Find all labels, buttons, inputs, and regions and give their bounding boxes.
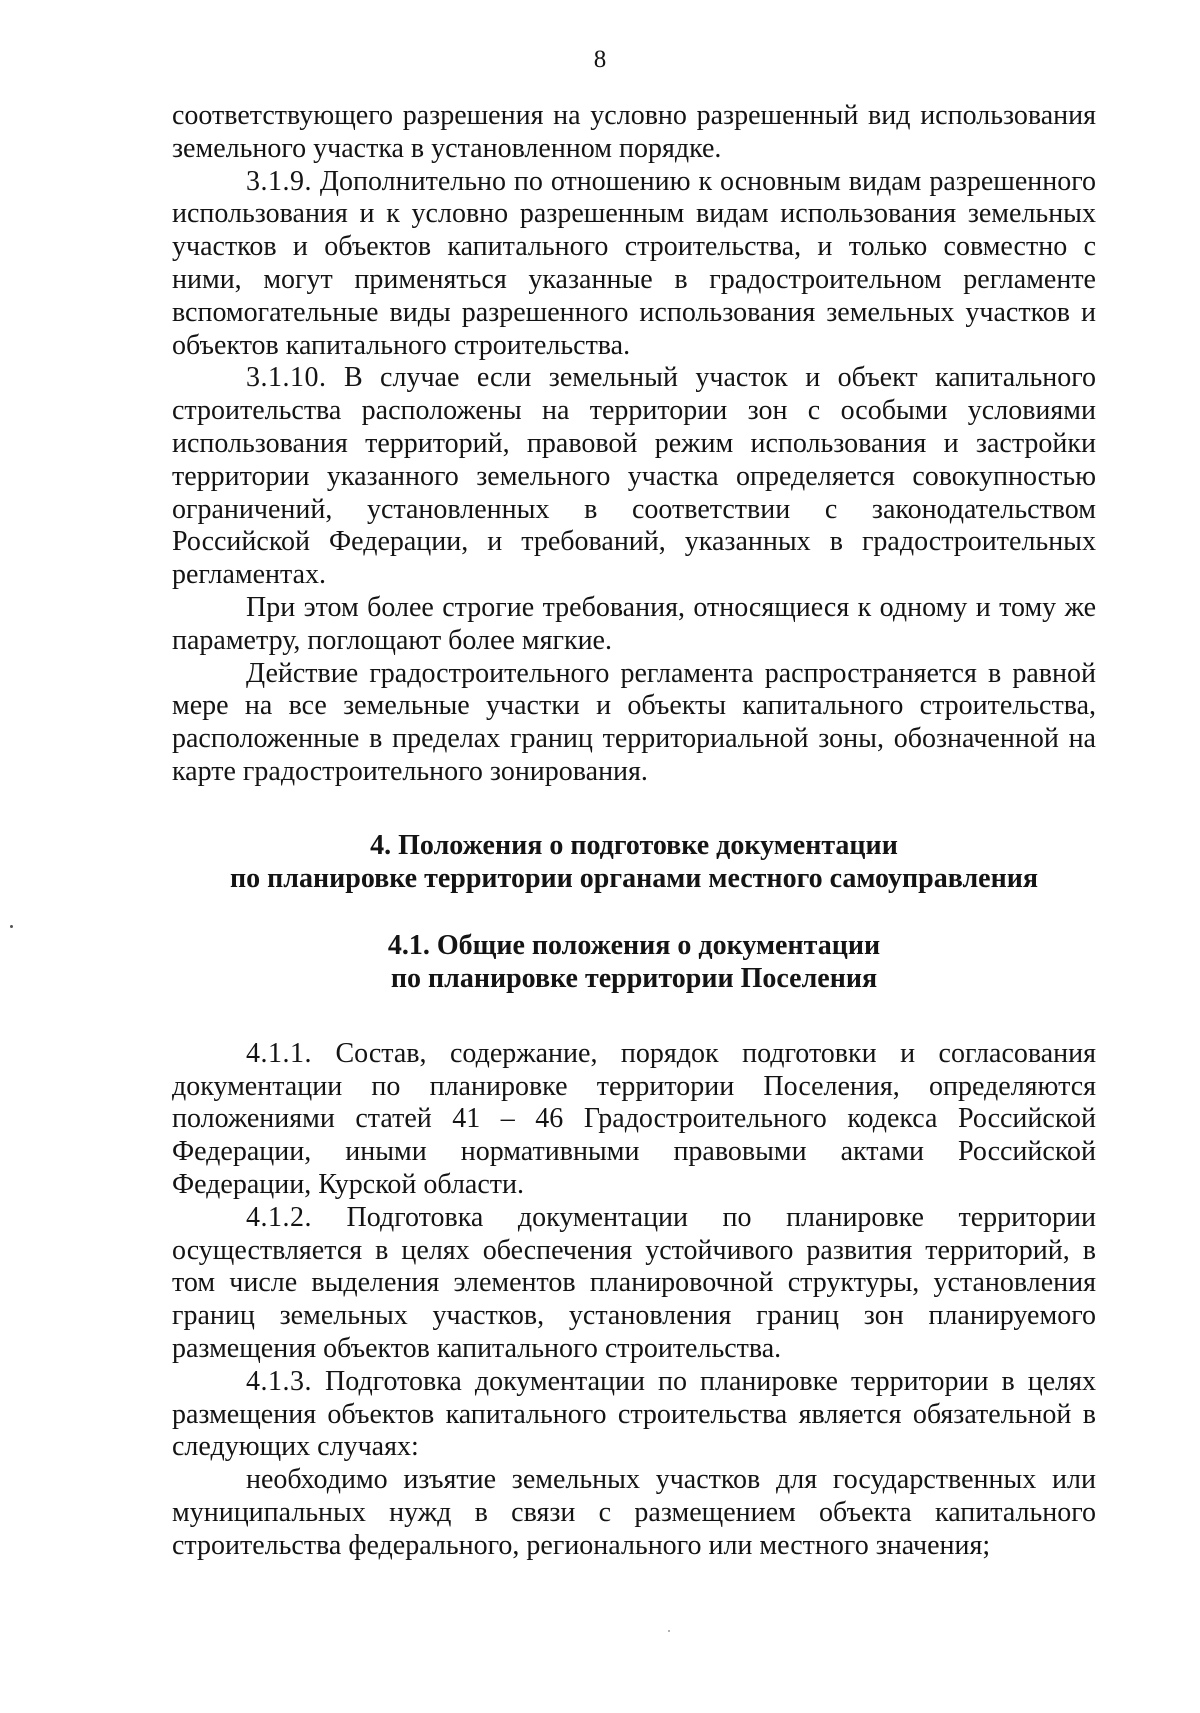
clause-number: 4.1.1. xyxy=(246,1037,312,1069)
subsection-heading xyxy=(172,929,1096,995)
page-number: 8 xyxy=(593,46,607,73)
paragraph-text: Дополнительно по отношению к основным видам разрешенного использования и к условно разрешенным видам использования земельных участков и объектов капитального строительства, и только совместно с ними, могут применяться указанные в градостроительном регламенте вспомогательные виды разрешенного использования земельных участков и объектов капитального строительства. xyxy=(172,165,1096,361)
subsection-heading-line-1: 4.1. Общие положения о документации xyxy=(387,929,881,961)
clause-number: 4.1.2. xyxy=(246,1201,312,1233)
paragraph-regulation-scope xyxy=(172,658,1096,789)
paragraph-text: Состав, содержание, порядок подготовки и согласования документации по планировке территории Поселения, определяются положениями статей 41 – 46 Градостроительного кодекса Российской Федерации, иными нормативными правовыми актами Российской Федерации, Курской области. xyxy=(172,1037,1096,1200)
paragraph-4-1-1 xyxy=(172,1038,1096,1202)
scan-speck xyxy=(668,1630,670,1632)
paragraph-text: необходимо изъятие земельных участков для государственных или муниципальных нужд в связи с размещением объекта капитального строительства федерального, регионального или местного значения; xyxy=(172,1464,1096,1561)
paragraph-text: Подготовка документации по планировке территории осуществляется в целях обеспечения устойчивого развития территорий, в том числе выделения элементов планировочной структуры, установления границ земельных участков, установления границ зон планируемого размещения объектов капитального строительства. xyxy=(172,1201,1096,1364)
document-body xyxy=(172,100,1096,1562)
paragraph-text: соответствующего разрешения на условно разрешенный вид использования земельного участка в установленном порядке. xyxy=(172,100,1096,164)
paragraph-text: В случае если земельный участок и объект капитального строительства расположены на территории зон с особыми условиями использования территорий, правовой режим использования и застройки территории указанного земельного участка определяется совокупностью ограничений, установленных в соответствии с законодательством Российской Федерации, и требований, указанных в градостроительных регламентах. xyxy=(172,362,1096,591)
clause-number: 4.1.3. xyxy=(246,1365,312,1397)
scan-speck xyxy=(10,925,13,928)
section-heading xyxy=(172,829,1096,895)
section-heading-line-2: по планировке территории органами местного самоуправления xyxy=(230,862,1038,894)
paragraph-text: Подготовка документации по планировке территории в целях размещения объектов капитального строительства является обязательной в следующих случаях: xyxy=(172,1365,1096,1463)
subsection-heading-line-2: по планировке территории Поселения xyxy=(390,962,878,994)
paragraph-4-1-3 xyxy=(172,1366,1096,1464)
paragraph-4-1-2 xyxy=(172,1202,1096,1366)
paragraph-3-1-10 xyxy=(172,362,1096,592)
section-heading-line-1: 4. Положения о подготовке документации xyxy=(370,829,898,861)
clause-number: 3.1.9. xyxy=(246,165,312,197)
paragraph-continuation xyxy=(172,100,1096,166)
paragraph-strict-requirements xyxy=(172,592,1096,658)
paragraph-3-1-9 xyxy=(172,166,1096,363)
clause-number: 3.1.10. xyxy=(246,362,327,394)
paragraph-text: При этом более строгие требования, относящиеся к одному и тому же параметру, поглощают более мягкие. xyxy=(172,591,1096,656)
paragraph-text: Действие градостроительного регламента распространяется в равной мере на все земельные участки и объекты капитального строительства, расположенные в пределах границ территориальной зоны, обозначенной на карте градостроительного зонирования. xyxy=(172,657,1096,787)
paragraph-land-withdrawal xyxy=(172,1464,1096,1562)
